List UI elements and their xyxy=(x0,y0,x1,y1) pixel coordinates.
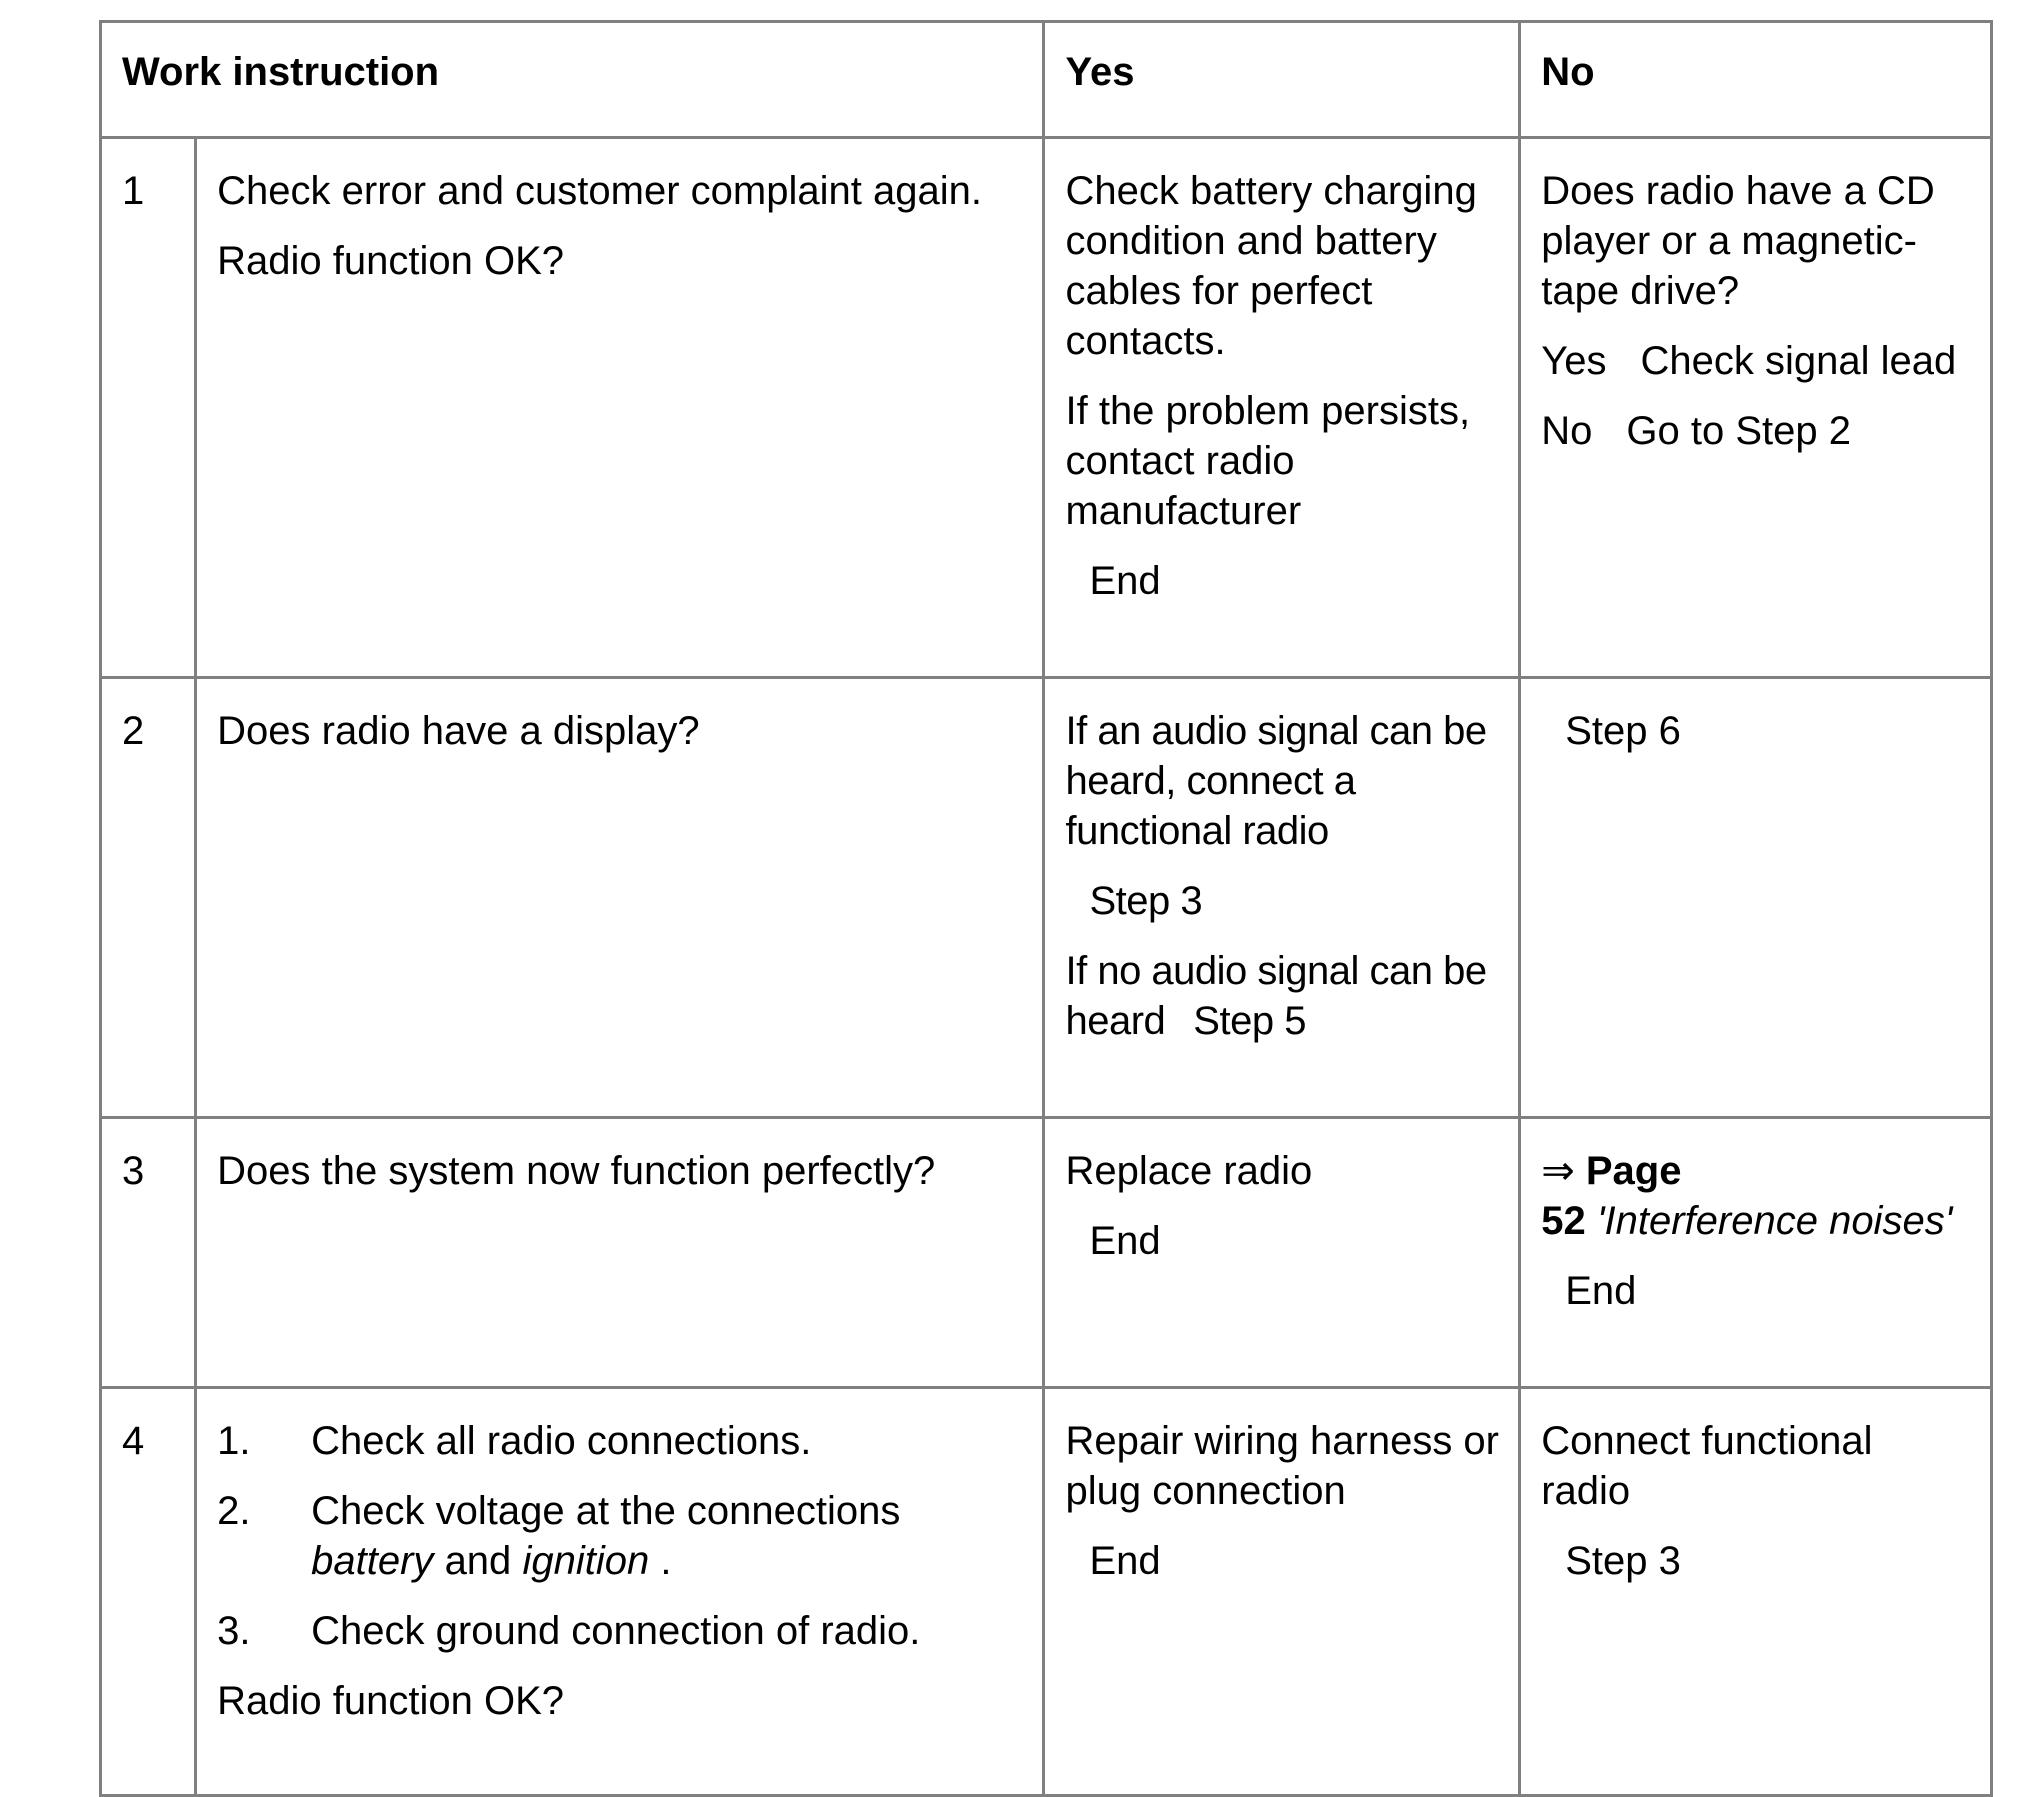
no-result: Step 6 xyxy=(1565,709,1681,753)
branch-label: No xyxy=(1541,409,1593,453)
table-row xyxy=(101,1118,1992,1388)
instruction-text: Check error and customer complaint again. xyxy=(217,169,982,213)
table-row xyxy=(101,1388,1992,1796)
yes-cell xyxy=(1044,138,1520,678)
branch-action: Check signal lead xyxy=(1640,339,1957,383)
branch-label: Yes xyxy=(1541,339,1607,383)
list-item: 3. Check ground connection of radio. xyxy=(217,1609,921,1653)
yes-text: If no audio signal can be heard Step 5 xyxy=(1065,949,1487,1043)
yes-step: Step 5 xyxy=(1193,999,1306,1043)
no-cell xyxy=(1520,1388,1992,1796)
list-item: 2. Check voltage at the connections battery and ignition . xyxy=(217,1489,901,1583)
yes-cell xyxy=(1044,678,1520,1118)
yes-text: If the problem persists, contact radio manufacturer xyxy=(1065,389,1471,533)
yes-result: Step 3 xyxy=(1089,879,1203,923)
no-yes-branch xyxy=(1541,336,1972,386)
yes-result: End xyxy=(1089,1219,1161,1263)
instruction-question: Does radio have a display? xyxy=(217,709,700,753)
instruction-cell xyxy=(196,138,1044,678)
instruction-question: Radio function OK? xyxy=(217,1679,565,1723)
yes-cell xyxy=(1044,1118,1520,1388)
no-question: Does radio have a CD player or a magnetic-tape drive? xyxy=(1541,169,1935,313)
yes-text: If an audio signal can be heard, connect a functional radio xyxy=(1065,709,1487,853)
no-text: Connect functional radio xyxy=(1541,1419,1873,1513)
yes-cell xyxy=(1044,1388,1520,1796)
yes-result: End xyxy=(1089,1539,1161,1583)
table-row xyxy=(101,678,1992,1118)
no-cell xyxy=(1520,1118,1992,1388)
instruction-question: Does the system now function perfectly? xyxy=(217,1149,936,1193)
header-no: No xyxy=(1520,22,1992,138)
no-result: End xyxy=(1565,1269,1637,1313)
step-number: 4 xyxy=(101,1388,196,1796)
page-reference-link[interactable]: ⇒ Page 52 'Interference noises' xyxy=(1541,1149,1953,1243)
yes-text: Repair wiring harness or plug connection xyxy=(1065,1419,1499,1513)
branch-action: Go to Step 2 xyxy=(1626,409,1851,453)
yes-text: Replace radio xyxy=(1065,1149,1313,1193)
table-row xyxy=(101,138,1992,678)
arrow-right-icon: ⇒ xyxy=(1541,1149,1575,1193)
work-instruction-table xyxy=(99,20,1993,1797)
header-work-instruction: Work instruction xyxy=(101,22,1044,138)
yes-result: End xyxy=(1089,559,1161,603)
step-number: 1 xyxy=(101,138,196,678)
instruction-cell xyxy=(196,1388,1044,1796)
no-cell xyxy=(1520,678,1992,1118)
list-item: 1. Check all radio connections. xyxy=(217,1419,812,1463)
step-number: 3 xyxy=(101,1118,196,1388)
no-result: Step 3 xyxy=(1565,1539,1681,1583)
instruction-cell xyxy=(196,678,1044,1118)
yes-text: Check battery charging condition and battery cables for perfect contacts. xyxy=(1065,169,1477,363)
no-no-branch xyxy=(1541,406,1972,456)
step-number: 2 xyxy=(101,678,196,1118)
instruction-cell xyxy=(196,1118,1044,1388)
no-cell xyxy=(1520,138,1992,678)
header-yes: Yes xyxy=(1044,22,1520,138)
instruction-question: Radio function OK? xyxy=(217,239,565,283)
header-row xyxy=(101,22,1992,138)
